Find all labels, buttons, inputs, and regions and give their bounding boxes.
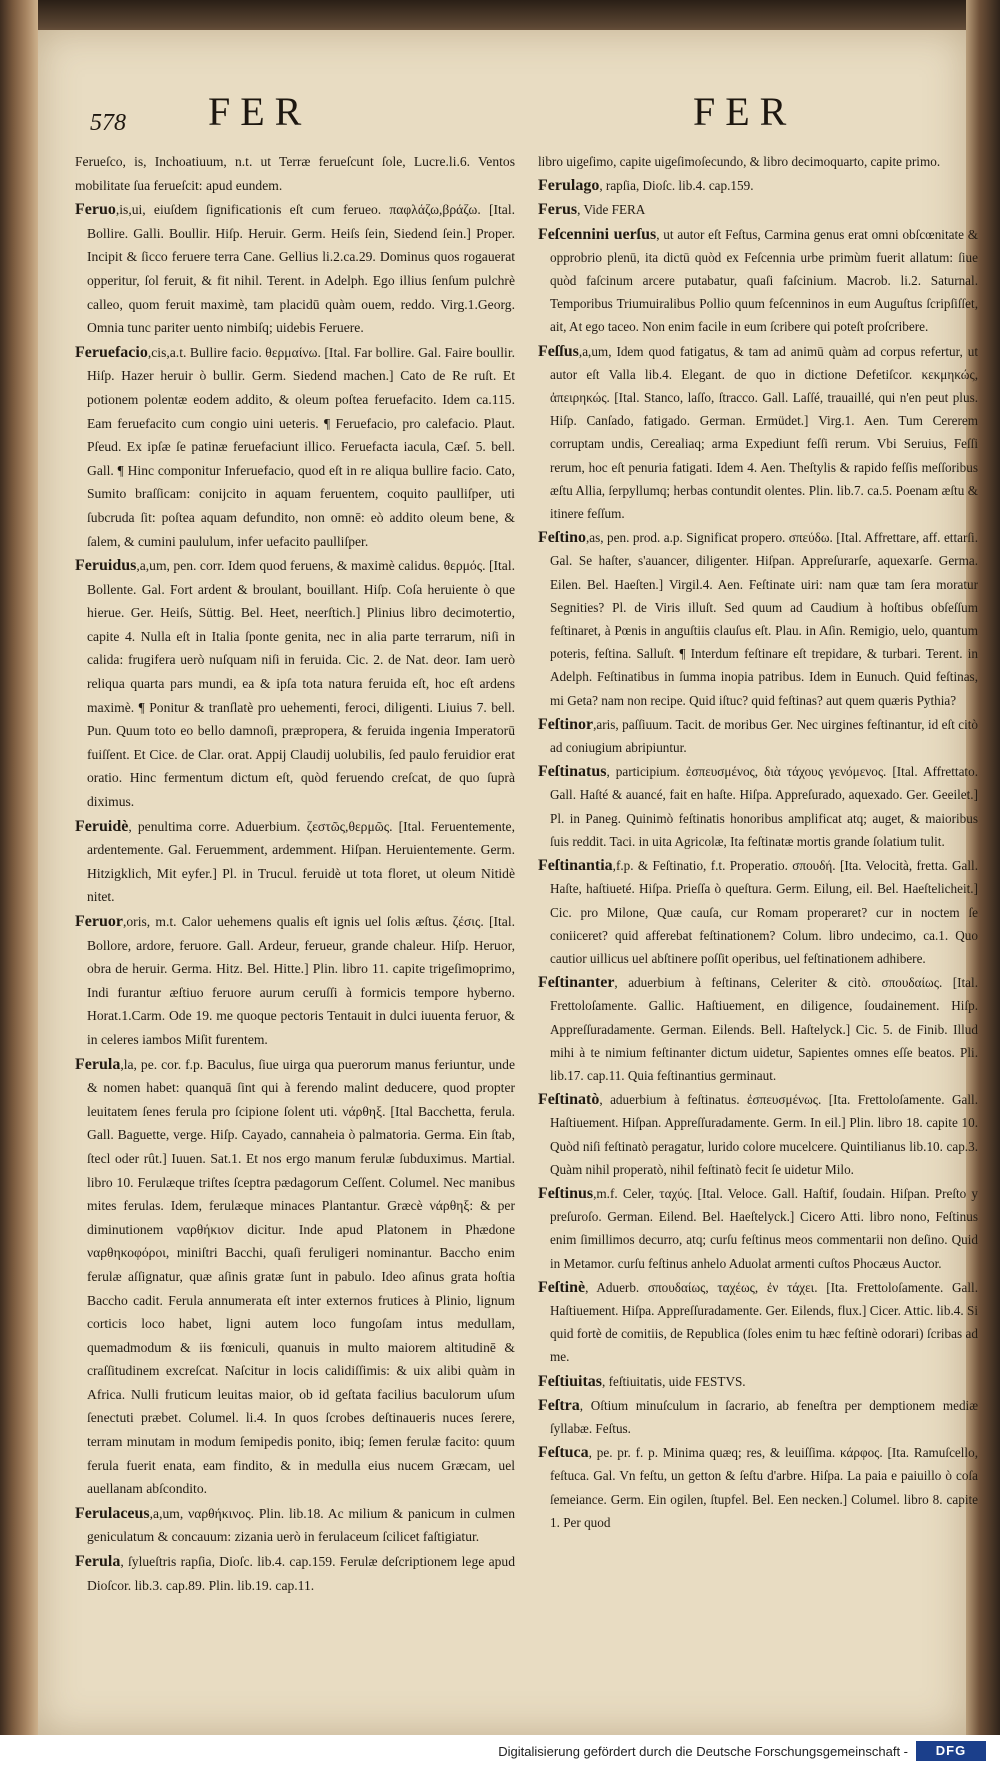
footer-bar	[0, 1735, 1000, 1767]
entry-headword: Feſtinantia	[538, 857, 613, 875]
dictionary-entry	[538, 1394, 978, 1440]
entry-text: , aduerbium à feſtinatus. ἐσπευσμένως. [Ita. Frettoloſamente. Gall. Haſtiuement. Hiſpan. Appreſſuradamente. Germ. In eil.] Plin. libro 18. capite 10. Quòd niſi feſtinatò peragatur, lurido colore mucelcere. Quintilianus lib.10. cap.3. Quàm nihil properatò, nihil feſtinatò fecit ſe uidetur Milo.	[550, 1092, 978, 1177]
dictionary-entry	[538, 713, 978, 759]
dictionary-entry	[75, 150, 515, 197]
entry-text: ,a,um, ναρθήκινος. Plin. lib.18. Ac milium & panicum in culmen geniculatum & concauum: zizania uerò in ferulaceum ſcilicet faſtigiatur.	[87, 1505, 515, 1545]
entry-text: , ut autor eſt Feſtus, Carmina genus erat omni obſcœnitate & opprobrio plenū, ita dictū quòd ex Feſcennia urbe primùm fuerit allatum: ſiue quòd faſcinum arcere putabatur, quaſi faſcinium. Macrob. li.2. Saturnal. Temporibus Triumuiralibus Pollio quum feſcenninos in eum Auguſtus ſcripſiſſet, ait, At ego taceo. Non enim facile in eum ſcribere qui poteſt proſcribere.	[550, 226, 978, 335]
dictionary-entry	[538, 198, 978, 221]
left-column	[75, 150, 515, 1630]
running-head-left: FER	[208, 89, 312, 134]
entry-text: , ſylueſtris rapſia, Dioſc. lib.4. cap.159. Ferulæ deſcriptionem lege apud Dioſcor. lib.3. cap.89. Plin. lib.19. cap.11.	[87, 1554, 515, 1593]
entry-headword: Feſtinè	[538, 1278, 586, 1296]
entry-headword: Feruo	[75, 201, 116, 219]
entry-headword: Feſtinanter	[538, 974, 615, 992]
page-number: 578	[90, 110, 126, 136]
entry-text: ,f.p. & Feſtinatio, f.t. Properatio. σπουδή. [Ita. Velocità, fretta. Gall. Haſte, haſtiueté. Hiſpa. Prieſſa ò queſtura. Germ. Eilung, eil. Bel. Haeſtelicheit.] Cic. pro Milone, Quæ cauſa, cur Romam properaret? cur in noctem ſe coniiceret? quid afferebat feſtinationem? Colum. libro undecimo, ca.1. Quo cautior uillicus uel abſtinere poſſit operibus, uel feſtinationem adhibere.	[550, 858, 978, 966]
entry-text: ,is,ui, eiuſdem ſignificationis eſt cum ferueo. παφλάζω,βράζω. [Ital. Bollire. Galli. Boullir. Hiſp. Heruir. Germ. Heiſs ſein, Siedend ſein.] Proper. Incipit & ſicco feruere terra Cane. Gellius li.2.ca.29. Dominus quos rogauerat opperitur, ſol feruit, & fit nihil. Terent. in Adelph. Ego illius ſenſum pulchrè calleo, quom feruit maximè, tam placidū quàm ouem, reddo. Virg.1.Georg. Omnia tunc pariter uento nimbiſq; uidebis Feruere.	[87, 202, 515, 336]
entry-text: , penultima corre. Aduerbium. ζεστῶς,θερμῶς. [Ital. Feruentemente, ardentemente. Gal. Feruemment, ardemment. Hiſpan. Heruientemente. Germ. Hitzigklich, Mit eyfer.] Pl. in Trucul. feruidè ut tota floret, ut oleum Nitidè nitet.	[87, 818, 515, 905]
funding-notice: Digitalisierung gefördert durch die Deutsche Forschungsgemeinschaft -	[498, 1744, 908, 1759]
entry-text: ,oris, m.t. Calor uehemens qualis eſt ignis uel ſolis æſtus. ζέσις. [Ital. Bollore, ardore, feruore. Gall. Ardeur, ferueur, grande chaleur. Hiſp. Heruor, obra de heruir. Germa. Hitz. Bel. Hitte.] Plin. libro 11. capite trigeſimoprimo, Indi furantur æſtiuo feruore aurum ceruſſi à formicis tempore hyberno. Horat.1.Carm. Ode 19. me quoque pectoris Tentauit in dulci iuuenta feruor, & in celeres iambos Miſit furentem.	[87, 914, 515, 1047]
entry-headword: Feſtinatus	[538, 763, 607, 781]
entry-text: , Vide FERA	[577, 202, 646, 218]
dictionary-entry	[538, 1370, 978, 1393]
entry-headword: Feſtuca	[538, 1444, 589, 1462]
dictionary-entry	[538, 971, 978, 1087]
book-fore-edge	[0, 0, 38, 1735]
entry-headword: Feſſus	[538, 342, 579, 360]
entry-headword: Feruefacio	[75, 343, 148, 361]
entry-text: , participium. ἐσπευσμένος, διὰ τάχους γενόμενος. [Ital. Affrettato. Gall. Haſté & auancé, fait en haſte. Hiſpa. Appreſurado, aquexado. Ger. Geeilet.] Pl. in Paneg. Quinimò feſtinatis honoribus amplificat atq; auget, & maioribus ſuis reddit. Taci. in uita Agricolæ, Ita feſtinatæ mortis grande ſolatium tulit.	[550, 764, 978, 849]
dictionary-entry	[75, 1502, 515, 1549]
entry-headword: Ferula	[75, 1553, 121, 1571]
entry-text: ,a,um, Idem quod fatigatus, & tam ad animū quàm ad corpus refertur, ut autor eſt Valla lib.4. Elegant. de quo in dictione Defetiſcor. κεκμηκώς, ἀπειρηκώς. [Ital. Stanco, laſſo, ſtracco. Gall. Laſſé, trauaillé, qui n'en peut plus. Hiſp. Canſado, fatigado. German. Ermüdet.] Virg.1. Aen. Tum Cererem corruptam undis, Cerealiaq; arma Expediunt feſſi rerum. Vbi Seruius, Feſſi rerum, hoc eſt penuria fatigati. Idem 4. Aen. Theſtylis & rapido feſſis meſſoribus æſtu Allia, ſerpyllumq; herbas contundit olentes. Plin. lib.7. ca.5. Poenam æſtu & itinere feſſum.	[550, 343, 978, 522]
dictionary-entry	[538, 854, 978, 970]
dictionary-entry	[75, 341, 515, 553]
entry-headword: Feſtiuitas	[538, 1372, 602, 1390]
entry-text: ,aris, paſſiuum. Tacit. de moribus Ger. Nec uirgines feſtinantur, id eſt citò ad coniugium abripiuntur.	[550, 716, 978, 756]
dictionary-entry	[538, 1088, 978, 1181]
dictionary-entry	[538, 1441, 978, 1534]
entry-headword: Ferulaceus	[75, 1504, 150, 1522]
dictionary-entry	[538, 174, 978, 197]
entry-text: ,m.f. Celer, ταχύς. [Ital. Veloce. Gall. Haſtif, ſoudain. Hiſpan. Preſto y preſuroſo. German. Eilend. Bel. Haeſtelyck.] Cicero Atti. libro nono, Feſtinus enim ſimillimos decurro, atq; curſu feſtinus meos commentarii non deſino. Quid in Metamor. curſu feſtinus anhelo Aduolat armenti cuſtos Phocæus Auctor.	[550, 1185, 978, 1271]
dfg-logo: DFG	[916, 1741, 986, 1761]
entry-text: , rapſia, Dioſc. lib.4. cap.159.	[599, 178, 754, 194]
entry-headword: Feſtra	[538, 1396, 580, 1414]
running-head-right: FER	[693, 89, 797, 134]
entry-text: Ferueſco, is, Inchoatiuum, n.t. ut Terræ ferueſcunt ſole, Lucre.li.6. Ventos mobilitate ſua ferueſcit: apud eundem.	[75, 154, 515, 193]
dictionary-entry	[538, 526, 978, 712]
entry-headword: Feruidè	[75, 817, 129, 835]
dictionary-entry	[75, 198, 515, 340]
entry-headword: Feruidus	[75, 557, 137, 575]
page-header	[38, 82, 966, 142]
entry-text: , feſtiuitatis, uide FESTVS.	[602, 1373, 746, 1389]
dictionary-entry	[538, 150, 978, 173]
entry-headword: Feſtino	[538, 529, 586, 547]
entry-text: , Oſtium minuſculum in ſacrario, ab feneſtra per demptionem mediæ ſyllabæ. Feſtus.	[550, 1397, 978, 1436]
dictionary-entry	[75, 910, 515, 1052]
entry-headword: Feſtinor	[538, 715, 594, 733]
entry-headword: Ferus	[538, 201, 578, 219]
entry-text: ,a,um, pen. corr. Idem quod feruens, & maximè calidus. θερμός. [Ital. Bollente. Gal. Fort ardent & broulant, bouillant. Hiſp. Coſa heruiente ò que hierue. Ger. Heiſs, Süttig. Bel. Heet, neerſtich.] Plinius libro decimotertio, capite 4. Nulla eſt in Italia ſponte genita, nec in alia parte terrarum, niſi in calida: frugifera uerò nuſquam niſi in feruida. Cic. 2. de Nat. deor. Iam uerò reliqua quarta pars mundi, ea & ipſa tota natura feruida eſt, hoc eſt ardens maximè. ¶ Ponitur & tranſlatè pro uehementi, feroci, diligenti. Liuius 7. bell. Pun. Quum toto eo bello damnoſi, præpropera, & feruida ingenia Imperatorū fuiſſent. Et Cice. de Clar. orat. Appij Claudij uolubilis, ſed paulo feruidior erat oratio. Hinc fermentum dictum eſt, quòd feruendo creſcat, de quo ſuprà diximus.	[87, 558, 515, 810]
dictionary-entry	[75, 1550, 515, 1597]
right-column	[538, 150, 978, 1570]
dictionary-entry	[75, 1053, 515, 1501]
entry-headword: Feſcennini uerſus	[538, 225, 657, 243]
dictionary-entry	[538, 1276, 978, 1369]
dictionary-entry	[538, 223, 978, 339]
entry-headword: Feſtinus	[538, 1184, 594, 1202]
dictionary-entry	[75, 815, 515, 909]
entry-text: , pe. pr. f. p. Minima quæq; res, & leuiſſima. κάρφος. [Ita. Ramuſcello, feſtuca. Gal. Vn feſtu, un getton & ſeſtu d'arbre. Hiſpa. La paia e paiuillo ò coſa ſemeiance. Germ. Ein ogilen, ſtupfel. Bel. Een necken.] Columel. libro 8. capite 1. Per quod	[550, 1445, 978, 1530]
dictionary-entry	[538, 340, 978, 526]
dictionary-entry	[538, 1182, 978, 1275]
dictionary-entry	[538, 760, 978, 853]
entry-text: , Aduerb. σπουδαίως, ταχέως, ἐν τάχει. [Ita. Frettoloſamente. Gall. Haſtiuement. Hiſpa. Appreſſuradamente. Ger. Eilends, flux.] Cicer. Attic. lib.4. Si quid fortè de comitiis, de Republica (ſoles enim tu hæc feſtinè odorari) ſcribas ad me.	[550, 1279, 978, 1365]
entry-headword: Ferula	[75, 1055, 121, 1073]
entry-text: ,as, pen. prod. a.p. Significat propero. σπεύδω. [Ital. Affrettare, aff. ettarſi. Gal. Se haſter, s'auancer, diligenter. Hiſpan. Appreſurarſe, aquexarſe. Germa. Eilen. Bel. Haeſten.] Virgil.4. Aen. Feſtinate uiri: nam quæ tam ſera moratur Segnities? Pl. de Viris illuſt. Sed quum ad Caudium à hoſtibus obſeſſum feſtinaret, à Pœnis in anguſtiis clauſus eſt. Plau. in Aſin. Remigio, uelo, quantum poteris, feſtina. Salluſt. ¶ Interdum feſtinare eſt trepidare, & turbari. Terent. in Adelph. Feſtinatibus in ſumma inopia patribus. Idem in Eunuch. Quid feſtinas, mi Geta? nam non recipe. Quid iſtuc? quid feſtinas? aut quem quæris Pythia?	[550, 530, 978, 708]
entry-headword: Ferulago	[538, 177, 600, 195]
entry-text: ,la, pe. cor. f.p. Baculus, ſiue uirga qua puerorum manus feriuntur, unde & nomen habet: quanquā ſint qui à ferendo malint deducere, quod propter leuitatem ſenes ferula pro ſcipione ſolent uti. νάρθηξ. [Ital Bacchetta, ferula. Gall. Baguette, verge. Hiſp. Cayado, cannaheia ò palmatoria. Germa. Ein ſtab, ſtecl oder rût.] Iuuen. Sat.1. Et nos ergo manum ferulæ ſubduximus. Martial. libro 10. Ferulæque triſtes ſceptra pædagorum Ceſſent. Columel. Nec manibus mites ferulas. Idem, ferulæque minaces Plantantur. Græcè νάρθηξ: & per diminutionem ναρθήκιον dicitur. Inde apud Platonem in Phædone ναρθηκοφόροι, miniſtri Bacchi, quaſi feruligeri nominantur. Baccho enim ferulæ aſſignatur, quæ aſinis gratæ ſunt in pabulo. Ideo aſinus grata hoſtia Baccho cadit. Ferula annumerata eſt inter externos frutices à Plinio, lignum corticis loco habet, ligni autem loco fungoſam intus medullam, quemadmodum & iis fœniculi, quanuis in multo maiorem altitudinē & craſſitudinem excreſcat. Naſcitur in locis calidiſſimis: & uix alibi quàm in Africa. Nulli fruticum leuitas maior, ob id geſtata facilius baculorum uſum ſenectuti præbet. Columel. li.4. In quos ſcrobes deſtinaueris nuces ſerere, terram minutam in modum ſemipedis ponito, ibiq; ſemen ferulæ facito: quum ferula fuerit enata, eam findito, & in medulla eius nucem Græcam, uel auellanam abſcondito.	[87, 1056, 515, 1497]
entry-text: ,cis,a.t. Bullire facio. θερμαίνω. [Ital. Far bollire. Gal. Faire boullir. Hiſp. Hazer heruir ò bullir. Germ. Siedend machen.] Cato de Re ruſt. Et potionem polentæ eodem addito, & oleum poſtea feruefacito. Idem ca.115. Eam feruefacito cum congio uini ueteris. ¶ Feruefacio, pro calefacio. Plaut. Pſeud. Ex ipſæ ſe patinæ feruefaciunt illico. Feruefacta iacula, Cæſ. 5. bell. Gall. ¶ Hinc componitur Inferuefacio, quod eſt in re aliqua bullire facio. Cato, Sumito braſſicam: conijcito in aquam feruentem, coquito paulliſper, uti ſubcruda ſit: poſtea aquam defundito, non omnē: eò addito oleum bene, & ſalem, & cumini paululum, infer uefacito paulliſper.	[87, 344, 515, 549]
entry-text: , aduerbium à feſtinans, Celeriter & citò. σπουδαίως. [Ital. Frettoloſamente. Gallic. Haſtiuement, en diligence, ſoudainement. Hiſp. Appreſſuradamente. German. Eilends. Bell. Haſtelyck.] Cic. 5. de Finib. Illud mihi à te nimium feſtinanter dictum uidetur, Sapientes omnes eſſe beatos. Pli. lib.17. cap.11. Quia feſtinantius germinaut.	[550, 975, 978, 1083]
entry-headword: Feſtinatò	[538, 1091, 600, 1109]
dictionary-entry	[75, 554, 515, 814]
entry-text: libro uigeſimo, capite uigeſimoſecundo, & libro decimoquarto, capite primo.	[538, 154, 941, 169]
entry-headword: Feruor	[75, 913, 123, 930]
